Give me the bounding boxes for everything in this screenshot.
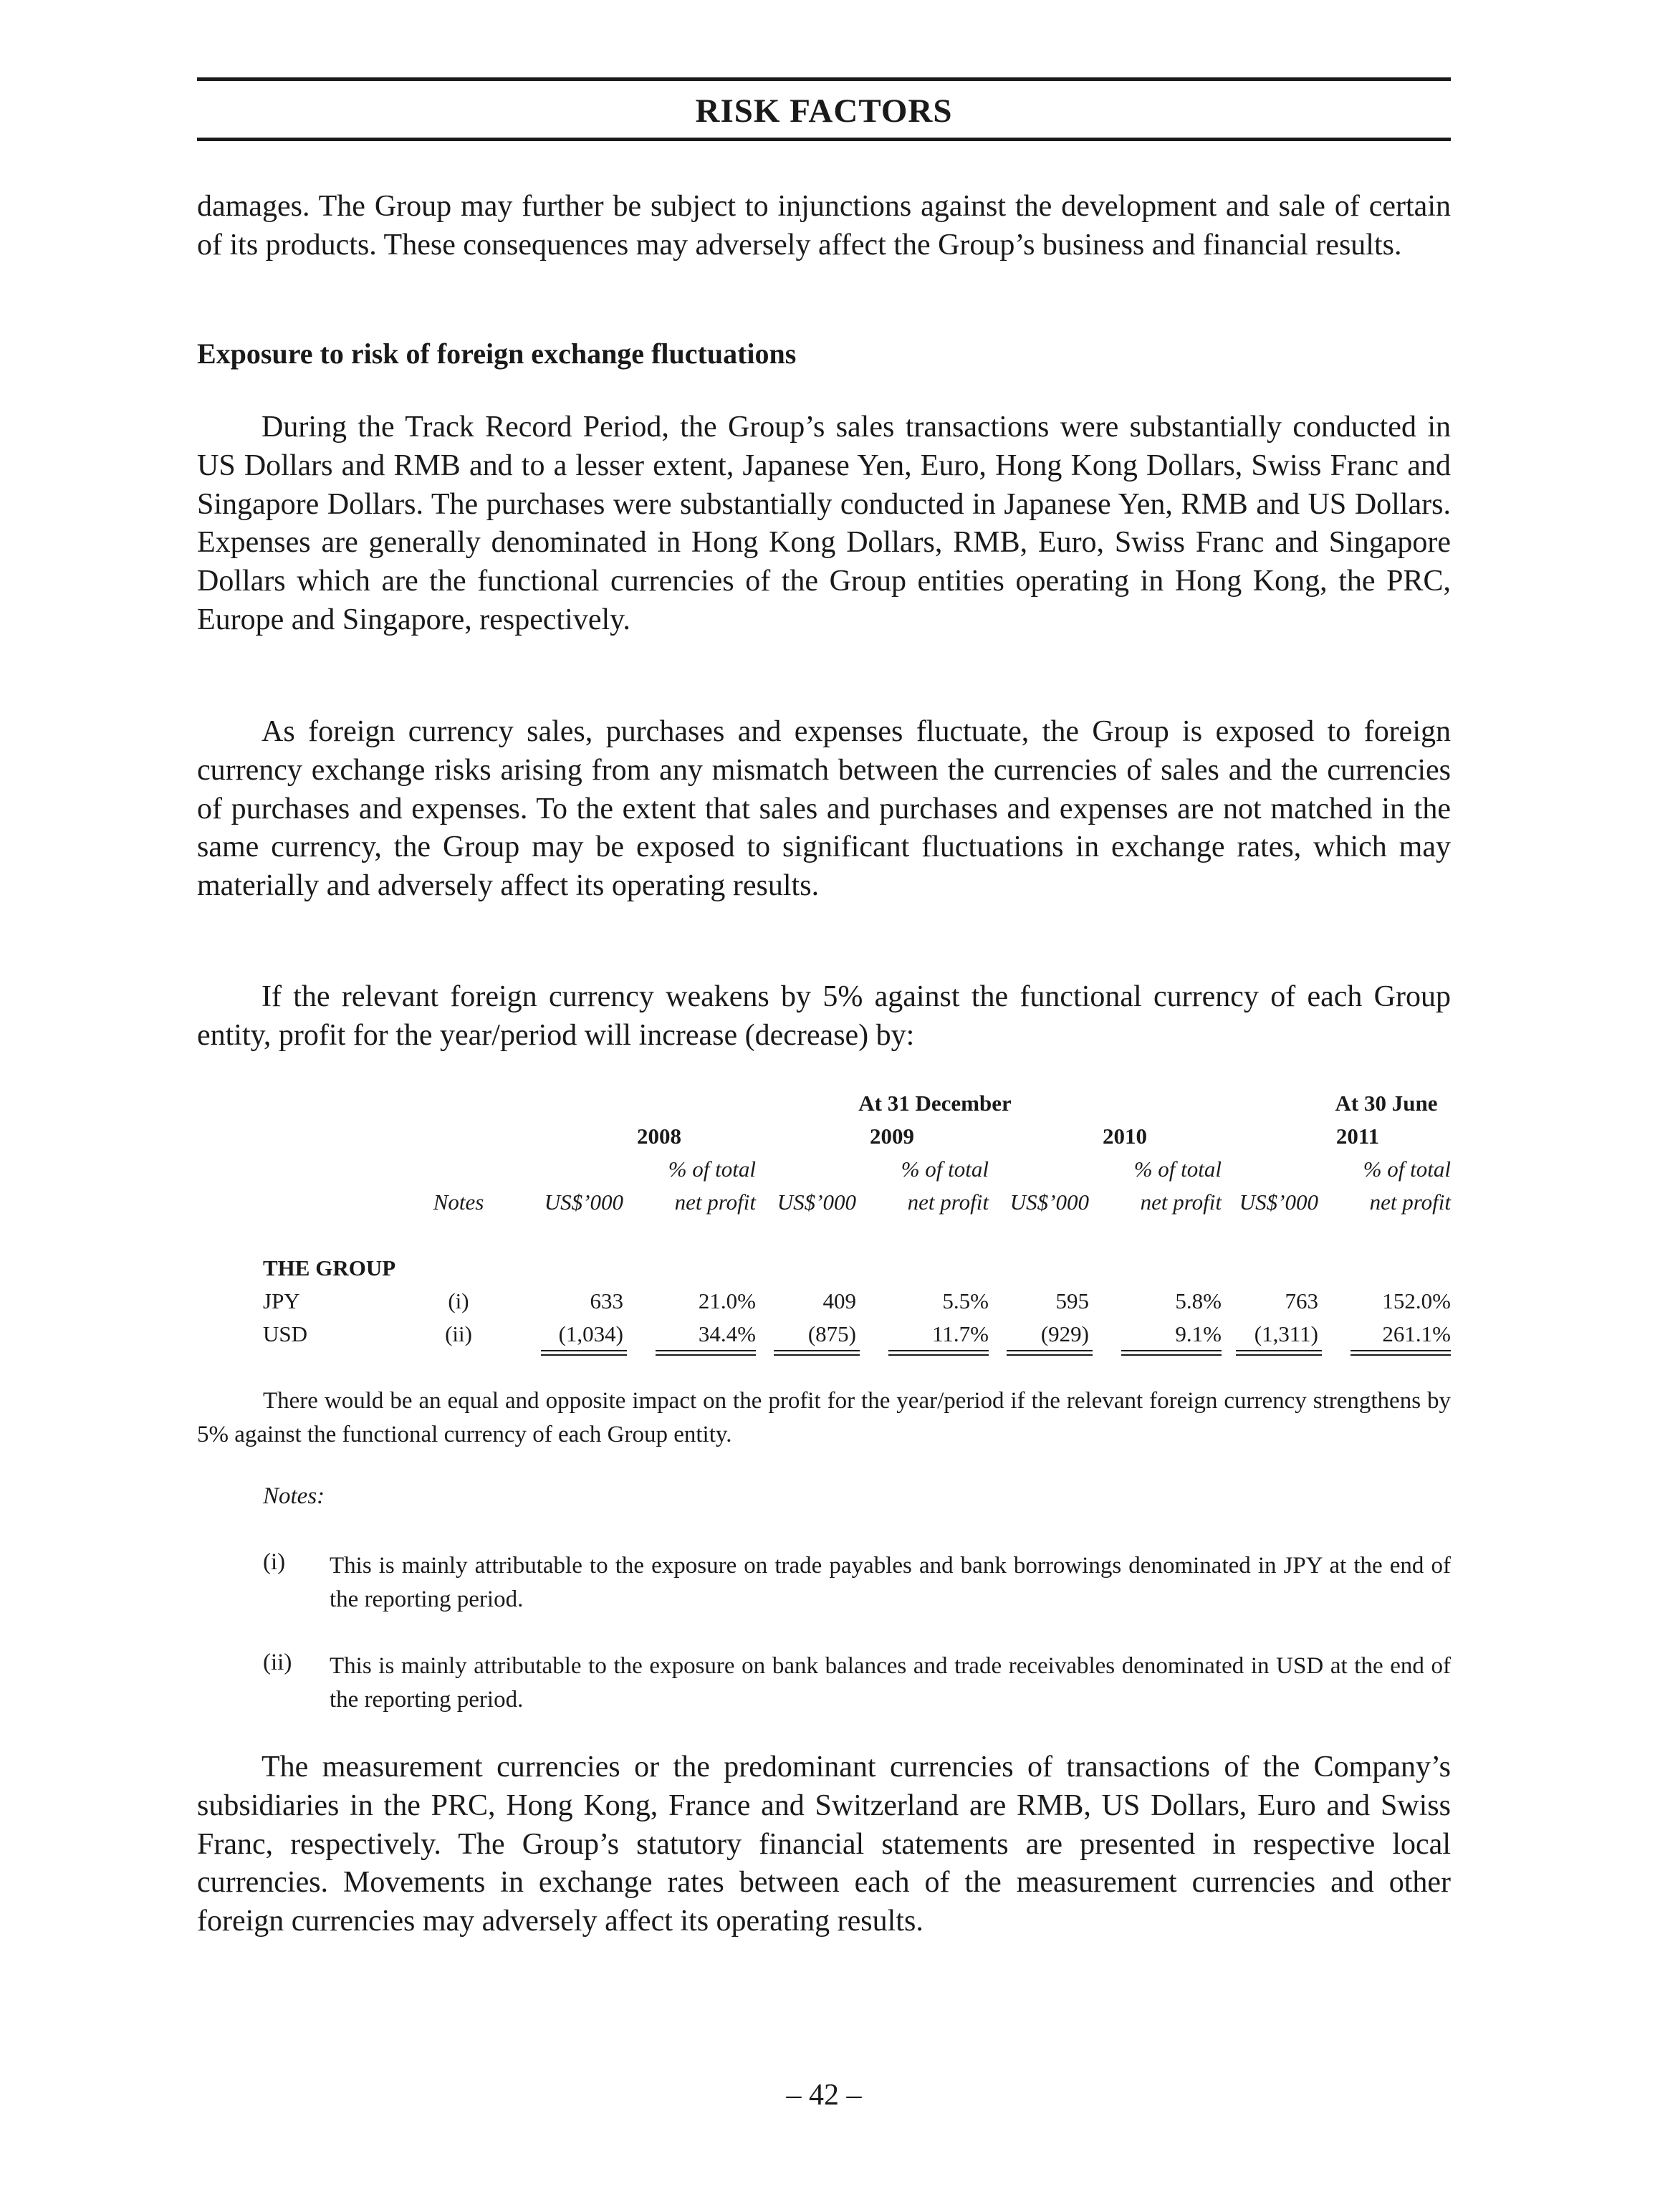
table-cell: 409 — [822, 1288, 856, 1313]
table-year-2011: 2011 — [1335, 1124, 1380, 1149]
page-number: – 42 – — [786, 2079, 862, 2112]
table-net-profit-header: net profit — [674, 1189, 756, 1215]
total-underline — [774, 1350, 860, 1351]
table-year-2008: 2008 — [637, 1124, 681, 1149]
table-amount-header: US$’000 — [777, 1189, 856, 1215]
table-cell: 11.7% — [932, 1321, 989, 1346]
total-underline — [888, 1354, 989, 1356]
table-row-currency: USD — [263, 1321, 308, 1346]
total-underline — [1236, 1350, 1322, 1351]
table-pct-label: % of total — [901, 1157, 989, 1182]
total-underline — [1007, 1350, 1093, 1351]
table-year-2010: 2010 — [1103, 1124, 1147, 1149]
total-underline — [656, 1354, 756, 1356]
section-heading: Exposure to risk of foreign exchange fluctuations — [197, 337, 797, 370]
table-group-header-december: At 31 December — [858, 1091, 1012, 1116]
total-underline — [1350, 1350, 1451, 1351]
note-text: This is mainly attributable to the exposure on bank balances and trade receivables denominated in USD at the end of the reporting period. — [330, 1653, 1451, 1713]
table-year-2009: 2009 — [870, 1124, 914, 1149]
paragraph-sensitivity-intro: If the relevant foreign currency weakens by 5% against the functional currency of each Group entity, profit for the year/period will increase (decrease) by: — [197, 980, 1451, 1052]
table-net-profit-header: net profit — [1369, 1189, 1451, 1215]
table-cell: 152.0% — [1382, 1288, 1451, 1313]
paragraph-track-record: During the Track Record Period, the Group’s sales transactions were substantially conducted in US Dollars and RMB and to a lesser extent, Japanese Yen, Euro, Hong Kong Dollars, Swiss Franc and Singapore Dollars. The purchases were substantially conducted in Japanese Yen, RMB and US Dollars. Expenses are generally denominated in Hong Kong Dollars, RMB, Euro, Swiss Franc and Singapore Dollars which are the functional currencies of the Group entities operating in Hong Kong, the PRC, Europe and Singapore, respectively. — [197, 411, 1451, 636]
table-pct-label: % of total — [668, 1157, 756, 1182]
table-cell: 595 — [1055, 1288, 1089, 1313]
notes-title: Notes: — [263, 1483, 325, 1509]
table-row-note: (i) — [448, 1288, 469, 1313]
table-cell: 5.5% — [942, 1288, 989, 1313]
table-cell: (1,034) — [558, 1321, 623, 1346]
note-text: This is mainly attributable to the exposure on trade payables and bank borrowings denominated in JPY at the end of the reporting period. — [330, 1553, 1451, 1612]
paragraph-exchange-risk: As foreign currency sales, purchases and expenses fluctuate, the Group is exposed to foreign currency exchange risks arising from any mismatch between the currencies of sales and the currencies of purchases and expenses. To the extent that sales and purchases and expenses are not matched in the same currency, the Group may be exposed to significant fluctuations in exchange rates, which may materially and adversely affect its operating results. — [197, 715, 1451, 903]
paragraph-opposite-impact: There would be an equal and opposite impact on the profit for the year/period if the relevant foreign currency strengthens by 5% against the functional currency of each Group entity. — [197, 1388, 1451, 1447]
table-cell: (1,311) — [1254, 1321, 1318, 1346]
table-row-note: (ii) — [445, 1321, 472, 1346]
table-amount-header: US$’000 — [1009, 1189, 1089, 1215]
table-cell: 633 — [590, 1288, 623, 1313]
table-notes-header: Notes — [433, 1189, 484, 1215]
table-cell: 763 — [1285, 1288, 1318, 1313]
total-underline — [656, 1350, 756, 1351]
paragraph-measurement-currencies: The measurement currencies or the predominant currencies of transactions of the Company’s subsidiaries in the PRC, Hong Kong, France and Switzerland are RMB, US Dollars, Euro and Swiss Franc, respectively. The Group’s statutory financial statements are presented in respective local currencies. Movements in exchange rates between each of the measurement currencies and other foreign currencies may adversely affect its operating results. — [197, 1751, 1451, 1938]
total-underline — [774, 1354, 860, 1356]
table-cell: 9.1% — [1175, 1321, 1222, 1346]
total-underline — [541, 1350, 627, 1351]
paragraph-damages: damages. The Group may further be subject to injunctions against the development and sale of certain of its products. These consequences may adversely affect the Group’s business and financial results. — [197, 190, 1451, 262]
total-underline — [541, 1354, 627, 1356]
table-cell: 5.8% — [1175, 1288, 1222, 1313]
total-underline — [1007, 1354, 1093, 1356]
total-underline — [1121, 1350, 1222, 1351]
table-cell: (875) — [807, 1321, 856, 1346]
table-net-profit-header: net profit — [1140, 1189, 1222, 1215]
table-cell: 261.1% — [1382, 1321, 1451, 1346]
table-group-header-june: At 30 June — [1335, 1091, 1438, 1116]
table-amount-header: US$’000 — [1239, 1189, 1318, 1215]
table-row-currency: JPY — [263, 1288, 300, 1313]
table-amount-header: US$’000 — [544, 1189, 623, 1215]
header-top-rule — [197, 77, 1451, 81]
note-label: (ii) — [263, 1650, 292, 1675]
table-cell: (929) — [1040, 1321, 1089, 1346]
page-header-title: RISK FACTORS — [695, 92, 953, 130]
total-underline — [1350, 1354, 1451, 1356]
total-underline — [1121, 1354, 1222, 1356]
header-bottom-rule — [197, 138, 1451, 141]
table-pct-label: % of total — [1133, 1157, 1222, 1182]
total-underline — [888, 1350, 989, 1351]
table-cell: 21.0% — [698, 1288, 756, 1313]
table-section-label: THE GROUP — [263, 1255, 396, 1280]
table-net-profit-header: net profit — [907, 1189, 989, 1215]
table-cell: 34.4% — [698, 1321, 756, 1346]
total-underline — [1236, 1354, 1322, 1356]
table-pct-label: % of total — [1363, 1157, 1451, 1182]
note-label: (i) — [263, 1549, 286, 1575]
